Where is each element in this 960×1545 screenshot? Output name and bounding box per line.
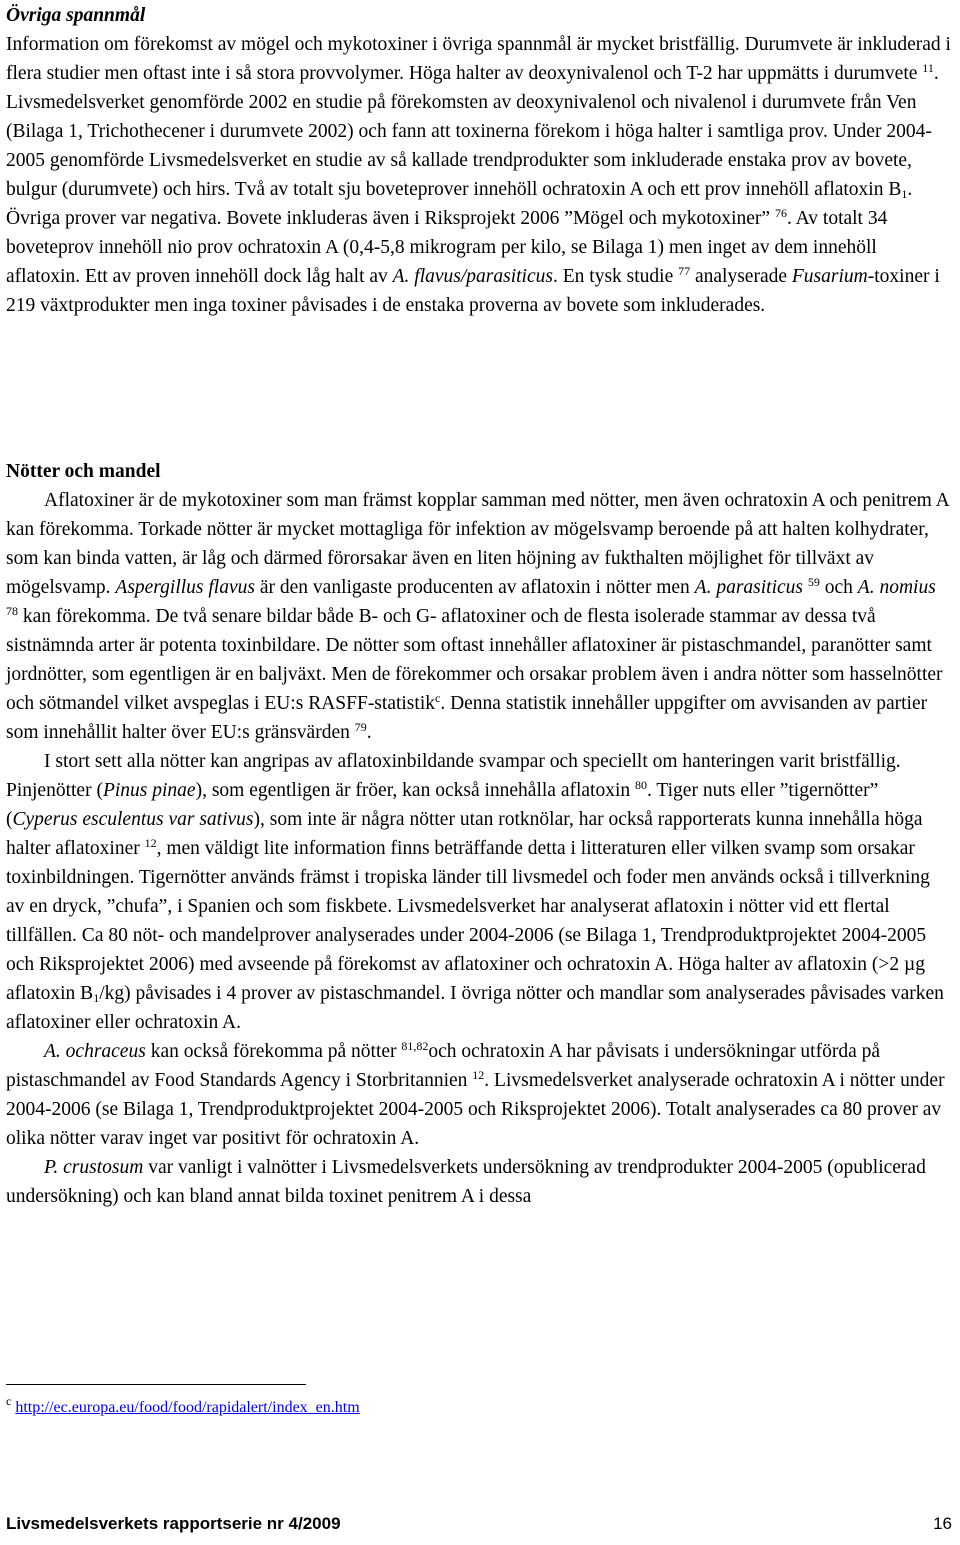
reference-79: 79 [354, 720, 367, 734]
paragraph-aflatoxiner: Aflatoxiner är de mykotoxiner som man främst kopplar samman med nötter, men även ochratoxin A och penitrem A kan förekomma. Torkade nötter är mycket mottagliga för infektion av mögelsvamp beroende på att halten kolhydrater, som kan binda vatten, är låg och därmed förorsakar även en liten höjning av fukthalten möjlighet för tillväxt av mögelsvamp. Aspergillus flavus är den vanligaste producenten av aflatoxin i nötter men A. parasiticus $^{59}$ och A. nomius $^{78}$ kan förekomma. De två senare bildar både B- och G- aflatoxiner och de flesta isolerade stammar av dessa två sistnämnda arter är potenta toxinbildare. De nötter som oftast innehåller aflatoxiner är pistaschmandel, paranötter samt jordnötter, som egentligen är en baljväxt. Men de förekommer och orsakar problem även i andra nötter som hasselnötter och sötmandel vilket avspeglas i EU:s RASFF-statistik$^c$. Denna statistik innehåller uppgifter om avvisanden av partier som innehållit halter över EU:s gränsvärden $^{79}$. [6, 490, 949, 743]
footnote [6, 1394, 360, 1419]
paragraph-i-stort-sett: I stort sett alla nötter kan angripas av aflatoxinbildande svampar och speciellt om hanteringen varit bristfällig. Pinjenötter (Pinus pinae), som egentligen är fröer, kan också innehålla aflatoxin $^{80}$. Tiger nuts eller ”tigernötter” (Cyperus esculentus var sativus), som inte är några nötter utan rotknölar, har också rapporterats kunna innehålla höga halter aflatoxiner $^{12}$, men väldigt lite information finns beträffande detta i litteraturen eller vilken svamp som orsakar toxinbildningen. Tigernötter används främst i tropiska länder till livsmedel och foder men används också i tillverkning av en dryck, ”chufa”, i Spanien och som fiskbete. Livsmedelsverket har analyserat aflatoxin i nötter vid ett flertal tillfällen. Ca 80 nöt- och mandelprover analyserades under 2004-2006 (se Bilaga 1, Trendproduktprojektet 2004-2005 och Riksprojektet 2006) med avseende på förekomst av aflatoxiner och ochratoxin A. Höga halter av aflatoxin (>2 µg aflatoxin $B_1/kg$) påvisades i 4 prover av pistaschmandel. I övriga nötter och mandlar som analyserades påvisades varken aflatoxiner eller ochratoxin A. [6, 751, 944, 1033]
footnote-marker: c [6, 1394, 12, 1408]
section-title-notter-och-mandel: Nötter och mandel [6, 461, 161, 482]
footer-series-title: Livsmedelsverkets rapportserie nr 4/2009 [6, 1514, 341, 1533]
footnote-divider [6, 1384, 306, 1385]
reference-12: 12 [144, 836, 157, 850]
footnote-ref-c: c [434, 691, 441, 705]
reference-76: 76 [774, 206, 787, 220]
reference-80: 80 [635, 778, 648, 792]
paragraph-ovriga-spannmal: Information om förekomst av mögel och mykotoxiner i övriga spannmål är mycket bristfällig. Durumvete är inkluderad i flera studier men oftast inte i så stora provvolymer. Höga halter av deoxynivalenol och T-2 har uppmätts i durumvete $^{11}$. Livsmedelsverket genomförde 2002 en studie på förekomsten av deoxynivalenol och nivalenol i durumvete från Ven (Bilaga 1, Trichothecener i durumvete 2002) och fann att toxinerna förekom i höga halter i samtliga prov. Under 2004-2005 genomförde Livsmedelsverket en studie av så kallade trendprodukter som inkluderade enstaka prov av bovete, bulgur (durumvete) och hirs. Två av totalt sju boveteprover innehöll ochratoxin A och ett prov innehöll aflatoxin $B_1$. Övriga prover var negativa. Bovete inkluderas även i Riksprojekt 2006 ”Mögel och mykotoxiner” $^{76}$. Av totalt 34 boveteprov innehöll nio prov ochratoxin A (0,4-5,8 mikrogram per kilo, se Bilaga 1) men inget av dem innehöll aflatoxin. Ett av proven innehöll dock låg halt av A. flavus/parasiticus. En tysk studie $^{77}$ analyserade Fusarium-toxiner i 219 växtprodukter men inga toxiner påvisades i de enstaka proverna av bovete som inkluderades. [6, 34, 951, 316]
footer-page-number: 16 [933, 1514, 952, 1533]
reference-59: 59 [807, 575, 820, 589]
section-title-ovriga-spannmal: Övriga spannmål [6, 5, 146, 26]
reference-78: 78 [6, 604, 18, 618]
reference-11: 11 [922, 61, 934, 75]
reference-81-82: 81,82 [401, 1039, 429, 1053]
paragraph-ochraceus: A. ochraceus kan också förekomma på nötter $^{81,82}$och ochratoxin A har påvisats i undersökningar utförda på pistaschmandel av Food Standards Agency i Storbritannien $^{12}$. Livsmedelsverket analyserade ochratoxin A i nötter under 2004-2006 (se Bilaga 1, Trendproduktprojektet 2004-2005 och Riksprojektet 2006). Totalt analyserades ca 80 prover av olika nötter varav inget var positivt för ochratoxin A. [6, 1039, 945, 1149]
species-flavus-parasiticus: A. flavus/parasiticus [392, 266, 553, 287]
genus-fusarium: Fusarium [791, 266, 868, 287]
paragraph-crustosum: P. crustosum var vanligt i valnötter i Livsmedelsverkets undersökning av trendprodukter 2004-2005 (opublicerad undersökning) och kan bland annat bilda toxinet penitrem A i dessa [6, 1157, 926, 1207]
subscript-b1: 1 [901, 187, 908, 201]
reference-77: 77 [678, 264, 691, 278]
subscript-b1: 1 [93, 991, 100, 1005]
reference-12: 12 [472, 1068, 485, 1082]
footnote-link[interactable]: http://ec.europa.eu/food/food/rapidalert/index_en.htm [15, 1399, 360, 1416]
section-body-notter-och-mandel [6, 486, 952, 1211]
